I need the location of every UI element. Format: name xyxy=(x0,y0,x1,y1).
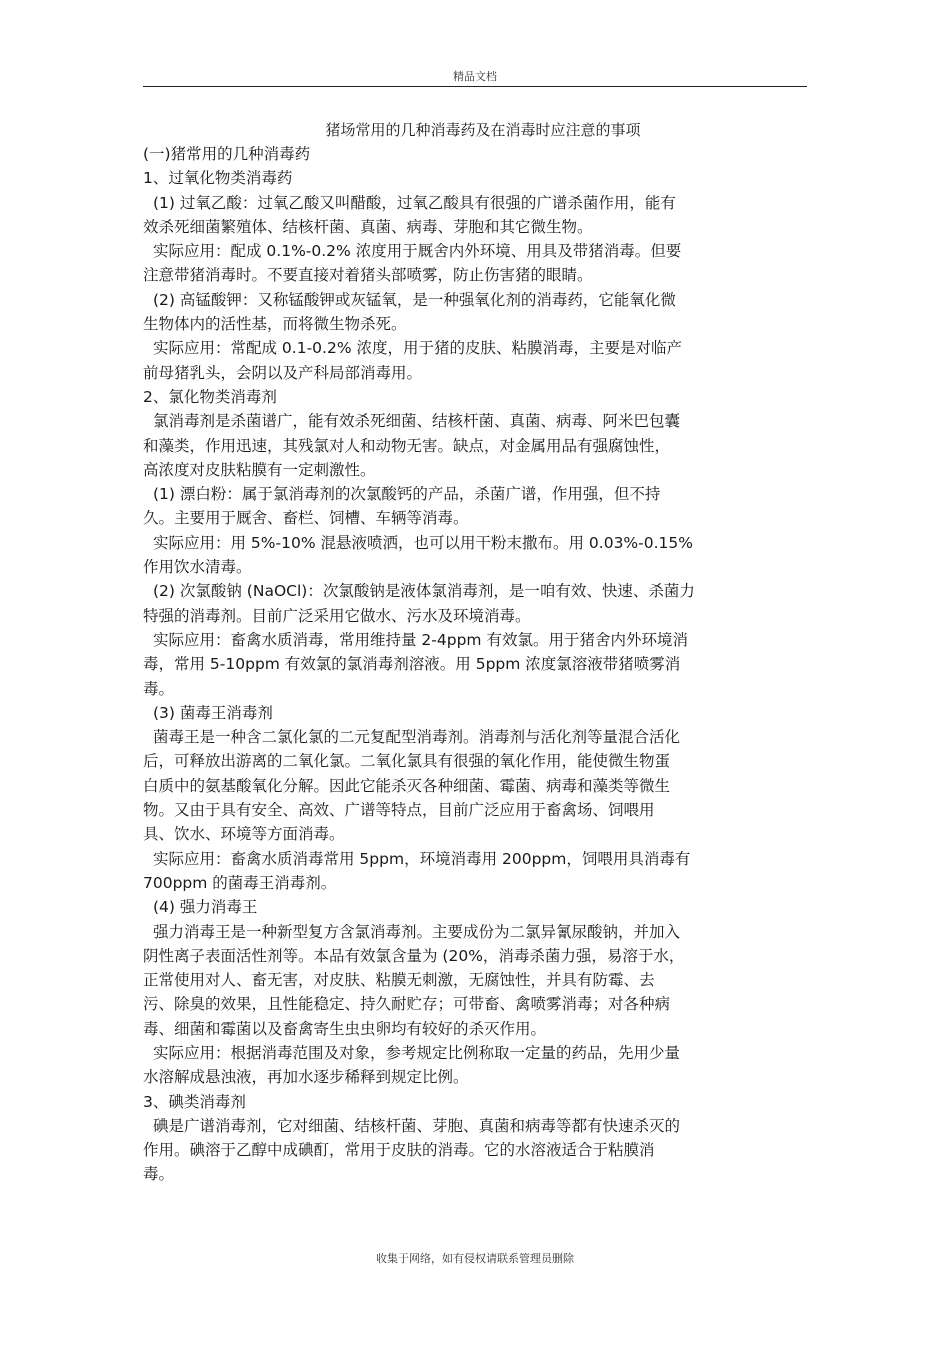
document-title: 猪场常用的几种消毒药及在消毒时应注意的事项 xyxy=(325,121,641,139)
text-line: (4) 强力消毒王 xyxy=(153,898,258,917)
text-line: 实际应用：配成 0.1%-0.2% 浓度用于厩舍内外环境、用具及带猪消毒。但要 xyxy=(153,242,682,261)
text-line: 作用饮水清毒。 xyxy=(143,558,252,577)
text-line: 碘是广谱消毒剂，它对细菌、结核杆菌、芽胞、真菌和病毒等都有快速杀灭的 xyxy=(153,1116,681,1135)
text-line: 后，可释放出游离的二氧化氯。二氧化氯具有很强的氧化作用，能使微生物蛋 xyxy=(143,752,671,771)
page-header-label: 精品文档 xyxy=(453,70,497,83)
text-line: 2、氯化物类消毒剂 xyxy=(143,387,277,406)
text-line: 菌毒王是一种含二氯化氯的二元复配型消毒剂。消毒剂与活化剂等量混合活化 xyxy=(153,728,681,747)
text-line: 白质中的氨基酸氧化分解。因此它能杀灭各种细菌、霉菌、病毒和藻类等微生 xyxy=(143,776,671,795)
text-line: 毒。 xyxy=(143,1165,175,1184)
text-line: 实际应用：畜禽水质消毒常用 5ppm，环境消毒用 200ppm，饲喂用具消毒有 xyxy=(153,849,691,868)
document-body xyxy=(143,118,793,1187)
text-line: 实际应用：畜禽水质消毒，常用维持量 2-4ppm 有效氯。用于猪舍内外环境消 xyxy=(153,630,688,649)
text-line: 效杀死细菌繁殖体、结核杆菌、真菌、病毒、芽胞和其它微生物。 xyxy=(143,217,593,236)
text-line: 久。主要用于厩舍、畜栏、饲槽、车辆等消毒。 xyxy=(143,509,469,528)
text-line: (2) 次氯酸钠 (NaOCl)：次氯酸钠是液体氯消毒剂，是一咱有效、快速、杀菌力 xyxy=(153,582,695,601)
text-line: 生物体内的活性基，而将微生物杀死。 xyxy=(143,315,407,334)
text-line: 实际应用：常配成 0.1-0.2% 浓度，用于猪的皮肤、粘膜消毒，主要是对临产 xyxy=(153,339,682,358)
text-line: 特强的消毒剂。目前广泛采用它做水、污水及环境消毒。 xyxy=(143,606,531,625)
text-line: 实际应用：用 5%-10% 混悬液喷洒，也可以用干粉末撒布。用 0.03%-0.15% xyxy=(153,533,693,552)
text-line: 前母猪乳头，会阴以及产科局部消毒用。 xyxy=(143,363,423,382)
text-line: 水溶解成悬浊液，再加水逐步稀释到规定比例。 xyxy=(143,1068,469,1087)
text-line: 物。又由于具有安全、高效、广谱等特点，目前广泛应用于畜禽场、饲喂用 xyxy=(143,801,655,820)
text-line: 毒，常用 5-10ppm 有效氯的氯消毒剂溶液。用 5ppm 浓度氯溶液带猪喷雾消 xyxy=(143,655,681,674)
text-line: 污、除臭的效果，且性能稳定、持久耐贮存；可带畜、禽喷雾消毒；对各种病 xyxy=(143,995,671,1014)
text-line: (3) 菌毒王消毒剂 xyxy=(153,703,273,722)
text-line: 作用。碘溶于乙醇中成碘酊，常用于皮肤的消毒。它的水溶液适合于粘膜消 xyxy=(143,1141,655,1160)
text-line: 和藻类，作用迅速，其残氯对人和动物无害。缺点，对金属用品有强腐蚀性， xyxy=(143,436,671,455)
text-line: 毒、细菌和霉菌以及畜禽寄生虫虫卵均有较好的杀灭作用。 xyxy=(143,1019,547,1038)
paragraph-lines xyxy=(143,142,793,1187)
text-line: 强力消毒王是一种新型复方含氯消毒剂。主要成份为二氯异氰尿酸钠，并加入 xyxy=(153,922,681,941)
text-line: 1、过氧化物类消毒药 xyxy=(143,169,293,188)
text-line: 实际应用：根据消毒范围及对象，参考规定比例称取一定量的药品，先用少量 xyxy=(153,1043,681,1062)
text-line: (1) 漂白粉：属于氯消毒剂的次氯酸钙的产品，杀菌广谱，作用强，但不持 xyxy=(153,485,661,504)
text-line: (一)猪常用的几种消毒药 xyxy=(143,145,311,163)
text-line: 具、饮水、环境等方面消毒。 xyxy=(143,825,345,844)
text-line: 氯消毒剂是杀菌谱广，能有效杀死细菌、结核杆菌、真菌、病毒、阿米巴包囊 xyxy=(153,412,681,431)
text-line: (1) 过氧乙酸：过氧乙酸又叫醋酸，过氧乙酸具有很强的广谱杀菌作用，能有 xyxy=(153,193,676,212)
text-line: 毒。 xyxy=(143,679,175,698)
text-line: (2) 高锰酸钾：又称锰酸钾或灰锰氧，是一种强氧化剂的消毒药，它能氧化微 xyxy=(153,290,676,309)
text-line: 高浓度对皮肤粘膜有一定刺激性。 xyxy=(143,460,376,479)
text-line: 阴性离子表面活性剂等。本品有效氯含量为 (20%，消毒杀菌力强，易溶于水， xyxy=(143,946,685,965)
page-footer-label: 收集于网络，如有侵权请联系管理员删除 xyxy=(376,1252,574,1265)
text-line: 3、碘类消毒剂 xyxy=(143,1092,246,1111)
text-line: 注意带猪消毒时。不要直接对着猪头部喷雾，防止伤害猪的眼睛。 xyxy=(143,266,593,285)
text-line: 正常使用对人、畜无害，对皮肤、粘膜无刺激，无腐蚀性，并具有防霉、去 xyxy=(143,971,655,990)
header-divider xyxy=(143,86,807,87)
text-line: 700ppm 的菌毒王消毒剂。 xyxy=(143,873,337,892)
